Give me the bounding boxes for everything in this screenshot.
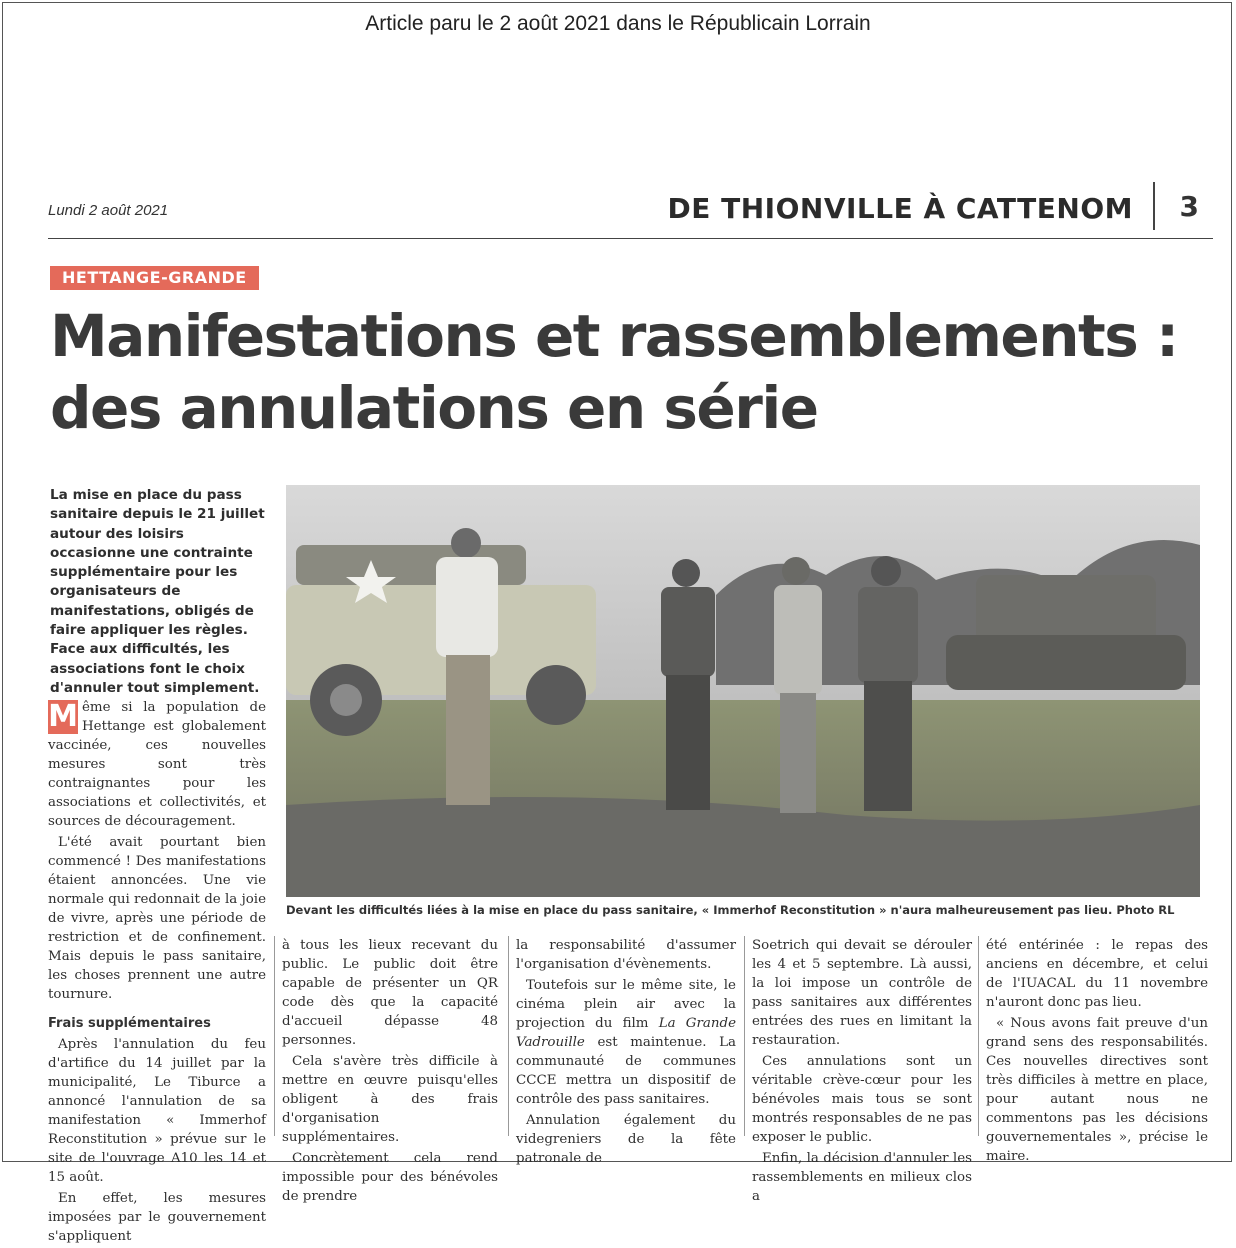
body-paragraph: Annulation également du videgreniers de la fête patronale de (516, 1113, 736, 1166)
body-paragraph: En effet, les mesures imposées par le gouvernement s'appliquent (48, 1191, 266, 1244)
body-paragraph (48, 698, 266, 831)
body-paragraph (516, 976, 736, 1109)
photo-credit: Photo RL (1116, 903, 1175, 917)
body-paragraph: Après l'annulation du feu d'artifice du 14 juillet par la municipalité, Le Tiburce a annoncé l'annulation de sa manifestation « Immerhof Reconstitution » prévue sur le site de l'ouvrage A10 les 14 et 15 août. (48, 1037, 266, 1185)
film-title: La Grande Vadrouille (516, 1016, 736, 1050)
photo-caption (286, 903, 1211, 917)
body-paragraph: été entérinée : le repas des anciens en décembre, et celui de l'IUACAL du 11 novembre n'auront donc pas lieu. (986, 938, 1208, 1010)
photo-scene (286, 485, 1200, 897)
body-column-5 (986, 936, 1208, 1168)
body-paragraph: Cela s'avère très difficile à mettre en œuvre puisqu'elles obligent à des frais d'organisation supplémentaires. (282, 1054, 498, 1145)
issue-date: Lundi 2 août 2021 (48, 202, 169, 219)
subheading: Frais supplémentaires (48, 1016, 211, 1031)
header-separator (1153, 182, 1155, 230)
newspaper-header (48, 190, 1213, 239)
body-paragraph: Concrètement cela rend impossible pour des bénévoles de prendre (282, 1151, 498, 1204)
body-column-2 (282, 936, 498, 1208)
section-title: DE THIONVILLE À CATTENOM (667, 192, 1133, 225)
body-paragraph: L'été avait pourtant bien commencé ! Des manifestations étaient annoncées. Une vie normale qui redonnait de la joie de vivre, après une période de restriction et de confinement. Mais depuis le pass sanitaire, les choses prennent une autre tournure. (48, 835, 266, 1002)
top-caption: Article paru le 2 août 2021 dans le Républicain Lorrain (365, 12, 871, 35)
paragraph-text: ême si la population de Hettange est globalement vaccinée, ces nouvelles mesures sont très contraignantes pour les associations et collectivités, et sources de découragement. (48, 700, 266, 829)
article-photo (286, 485, 1200, 897)
body-paragraph: Enfin, la décision d'annuler les rassemblements en milieux clos a (752, 1151, 972, 1204)
body-paragraph: Soetrich qui devait se dérouler les 4 et 5 septembre. Là aussi, la loi impose un contrôle de pass sanitaires aux différentes entrées des rues en limitant la restauration. (752, 938, 972, 1048)
column-rule (978, 936, 979, 1136)
article-headline: Manifestations et rassemblements : des annulations en série (50, 302, 1178, 442)
column-rule (508, 936, 509, 1136)
body-paragraph: Ces annulations sont un véritable crève-cœur pour les bénévoles mais tous se sont montrés responsables de ne pas exposer le public. (752, 1054, 972, 1145)
page-number: 3 (1179, 190, 1199, 223)
body-paragraph: « Nous avons fait preuve d'un grand sens des responsabilités. Ces nouvelles directives sont très difficiles à mettre en place, pour autant nous ne commentons pas les décisions gouvernementales », précise le maire. (986, 1016, 1208, 1164)
body-paragraph: la responsabilité d'assumer l'organisation d'évènements. (516, 938, 736, 972)
body-column-3 (516, 936, 736, 1170)
paragraph-text: Toutefois sur le même site, le cinéma plein air avec la projection du film (516, 978, 736, 1031)
location-kicker: HETTANGE-GRANDE (50, 266, 259, 290)
body-column-4 (752, 936, 972, 1208)
article-lead: La mise en place du pass sanitaire depuis le 21 juillet autour des loisirs occasionne une contrainte supplémentaire pour les organisateurs de manifestations, obligés de faire appliquer les règles. Face aux difficultés, les associations font le choix d'annuler tout simplement. (50, 487, 265, 696)
photo-caption-text: Devant les difficultés liées à la mise en place du pass sanitaire, « Immerhof Reconstitution » n'aura malheureusement pas lieu. (286, 903, 1113, 917)
drop-cap: M (48, 699, 78, 734)
tank-vehicle (946, 575, 1186, 690)
paragraph-text: est maintenue. La communauté de communes CCCE mettra un dispositif de contrôle des pass sanitaires. (516, 1035, 736, 1107)
column-rule (274, 936, 275, 1136)
column-rule (744, 936, 745, 1136)
body-paragraph: à tous les lieux recevant du public. Le public doit être capable de présenter un QR code dès que la capacité d'accueil dépasse 48 personnes. (282, 938, 498, 1048)
